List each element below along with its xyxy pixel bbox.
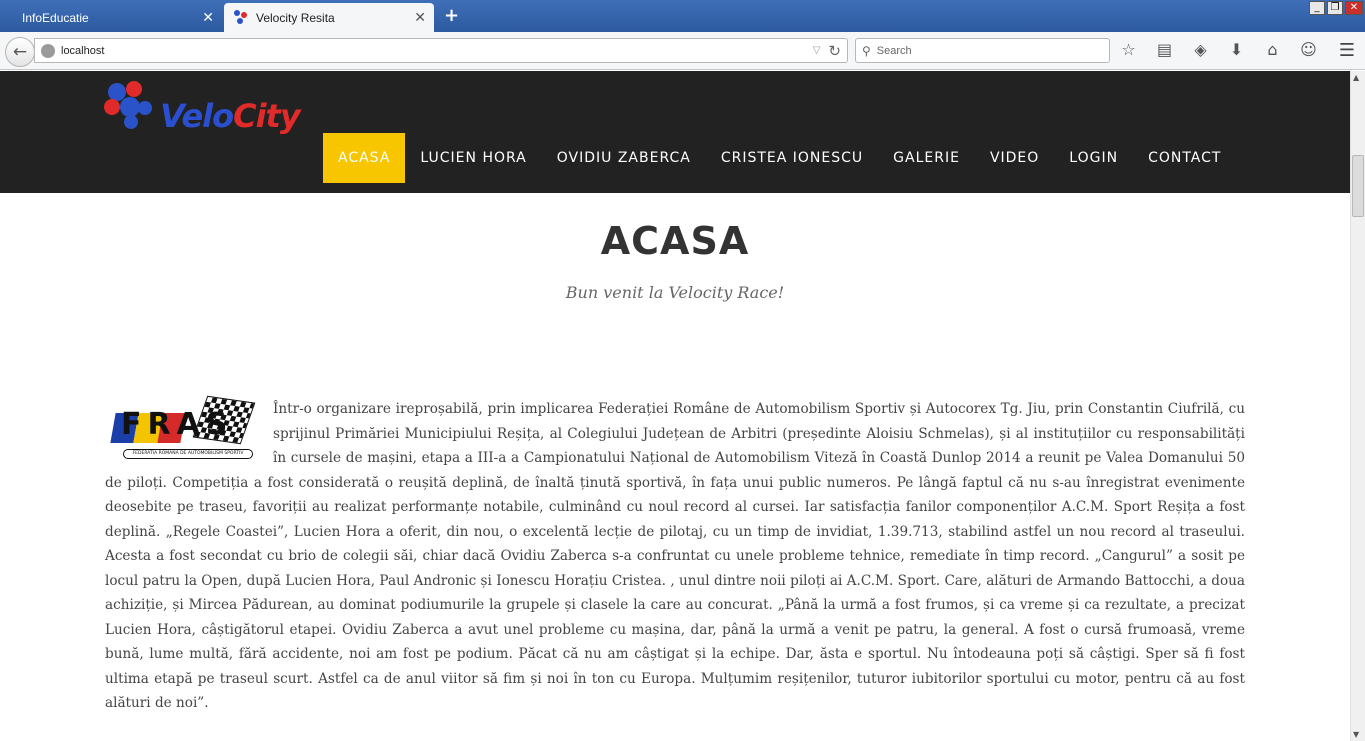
logo-wordmark [160, 97, 300, 135]
menu-item-cristea-ionescu[interactable]: CRISTEA IONESCU [720, 150, 864, 166]
menu-item-lucien-hora[interactable]: LUCIEN HORA [420, 150, 527, 166]
address-bar[interactable] [34, 38, 848, 63]
tab-strip [0, 0, 1365, 32]
page-subtitle: Bun venit la Velocity Race! [565, 283, 785, 302]
minimize-icon[interactable]: _ [1309, 1, 1325, 15]
logo-ball [126, 81, 142, 97]
menu-item-ovidiu-zaberca[interactable]: OVIDIU ZABERCA [556, 150, 691, 166]
back-arrow-icon: ← [12, 42, 28, 62]
page-title: ACASA [600, 219, 750, 263]
scroll-up-icon[interactable]: ▲ [1353, 73, 1360, 82]
pocket-icon[interactable]: ◈ [1194, 40, 1207, 59]
back-button[interactable] [5, 37, 35, 67]
restore-icon[interactable]: ❐ [1327, 1, 1343, 15]
site-header [0, 71, 1350, 193]
menu-item-acasa[interactable]: ACASA [323, 133, 405, 183]
url-text[interactable]: localhost [61, 44, 105, 57]
tab-infoeducatie[interactable] [0, 3, 222, 32]
article-body [105, 397, 1245, 716]
menu-item-login[interactable]: LOGIN [1069, 150, 1119, 166]
logo-ball [138, 101, 152, 115]
hamburger-menu-icon[interactable]: ☰ [1338, 40, 1355, 61]
vertical-scrollbar[interactable] [1350, 71, 1365, 741]
menu-item-contact[interactable]: CONTACT [1148, 150, 1222, 166]
velocity-favicon-icon [234, 10, 250, 26]
fras-logo-text: FRAS [121, 407, 234, 442]
globe-icon [41, 44, 55, 58]
page-viewport [0, 71, 1350, 741]
window-controls [1309, 1, 1363, 15]
logo-ball [104, 99, 120, 115]
home-icon[interactable]: ⌂ [1267, 40, 1278, 59]
bookmark-star-icon[interactable]: ☆ [1121, 40, 1136, 59]
logo-velo: Velo [160, 97, 234, 135]
browser-toolbar [0, 32, 1365, 70]
logo-ball [120, 97, 140, 117]
chat-icon[interactable]: ☺ [1300, 40, 1317, 59]
logo-city: City [233, 97, 300, 135]
toolbar-icons [1118, 40, 1319, 59]
menu-item-video[interactable]: VIDEO [989, 150, 1040, 166]
logo-ball [124, 115, 138, 129]
scrollbar-thumb[interactable] [1352, 155, 1364, 217]
fras-logo [113, 399, 263, 465]
new-tab-button[interactable]: + [444, 5, 460, 26]
close-tab-icon[interactable]: ✕ [414, 9, 426, 25]
tab-velocity-resita[interactable] [224, 3, 434, 32]
search-placeholder: Search [876, 44, 912, 57]
window-close-icon[interactable]: ✕ [1345, 1, 1363, 15]
menu-item-galerie[interactable]: GALERIE [893, 150, 960, 166]
tab-title: InfoEducatie [22, 10, 89, 25]
reading-list-icon[interactable]: ▤ [1156, 40, 1173, 59]
velocity-logo[interactable] [104, 81, 344, 137]
search-icon: ⚲ [862, 43, 871, 58]
close-tab-icon[interactable]: ✕ [202, 9, 214, 25]
reload-icon[interactable]: ↻ [828, 42, 841, 60]
scroll-down-icon[interactable]: ▼ [1353, 730, 1360, 739]
main-menu [323, 133, 1236, 183]
dropdown-arrow-icon[interactable]: ▽ [812, 45, 821, 56]
search-box[interactable] [855, 38, 1110, 63]
download-icon[interactable]: ⬇ [1229, 40, 1244, 59]
tab-title: Velocity Resita [256, 10, 335, 25]
article-text: Într-o organizare ireproșabilă, prin implicarea Federației Române de Automobilism Sportiv și Autocorex Tg. Jiu, prin Constantin Ciufrilă, cu sprijinul Primăriei Municipiului Reșița, al Colegiului Județean de Arbitri (președinte Aloisiu Schmelas), și al instituțiilor cu responsabilități în cursele de mașini, etapa a III-a a Campionatului Național de Automobilism Viteză în Coastă Dunlop 2014 a reunit pe Valea Domanului 50 de piloți. Competiția a fost considerată o reușită deplină, de înaltă ținută sportivă, în fața unui public numeros. Pe lângă faptul că nu s-au înregistrat evenimente deosebite pe traseu, favoriții au realizat performanțe notabile, culminând cu noul record al cursei. Iar satisfacția fanilor componenților A.C.M. Sport Reșița a fost deplină. „Regele Coastei”, Lucien Hora a oferit, din nou, o excelentă lecție de pilotaj, cu un timp de invidiat, 1.39.713, stabilind astfel un nou record al traseului. Acesta a fost secondat cu brio de colegii săi, chiar dacă Ovidiu Zaberca s-a confruntat cu unele probleme tehnice, remediate în timp record. „Cangurul” a sosit pe locul patru la Open, după Lucien Hora, Paul Andronic și Ionescu Horațiu Cristea. , unul dintre noii piloți ai A.C.M. Sport. Care, alături de Armando Battocchi, a doua achiziție, și Mircea Pădurean, au dominat podiumurile la grupele și clasele la care au concurat. „Până la urmă a fost frumos, și ca vreme și ca rezultate, a precizat Lucien Hora, câștigătorul etapei. Ovidiu Zaberca a avut unel probleme cu mașina, dar, până la urmă a venit pe patru, la general. A fost o cursă frumoasă, vreme bună, lume multă, fără accidente, noi am fost pe podium. Păcat că nu am câștigat și la echipe. Dar, ăsta e sportul. Nu întodeauna poți să câștigi. Sper să fi fost ultima etapă pe traseul scurt. Astfel ca de anul viitor să fim și noi în ton cu Europa. Mulțumim reșițenilor, tuturor iubitorilor sportului cu motor, pentru că au fost alături de noi”. [105, 401, 1245, 711]
fras-logo-caption: FEDERATIA ROMANA DE AUTOMOBILISM SPORTIV [123, 449, 253, 459]
